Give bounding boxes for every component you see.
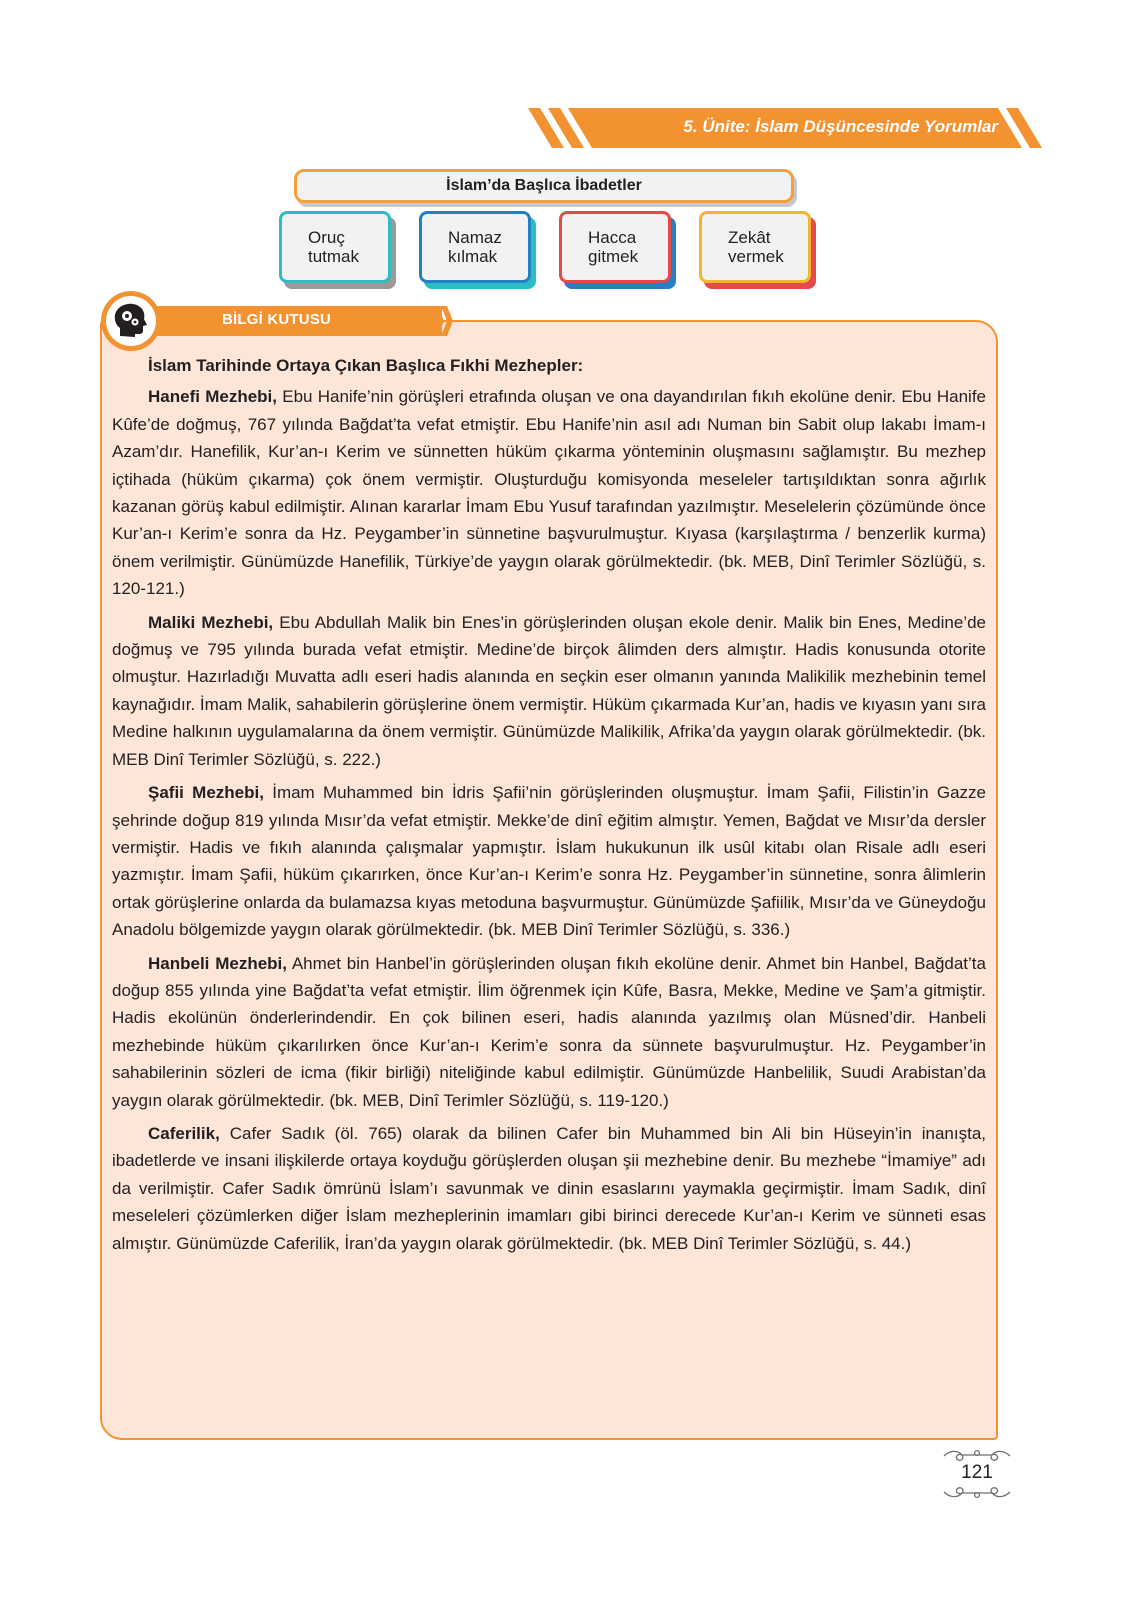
worship-card-line1: Namaz bbox=[448, 228, 502, 247]
worship-card-line1: Oruç bbox=[308, 228, 345, 247]
worship-card-line1: Zekât bbox=[728, 228, 771, 247]
section-hanefi bbox=[112, 383, 986, 602]
diagram-title: İslam’da Başlıca İbadetler bbox=[294, 169, 794, 203]
section-text: Ebu Hanife’nin görüşleri etrafında oluşan ve ona dayandırılan fıkıh ekolüne denir. Ebu Hanife Kûfe’de doğmuş, 767 yılında Bağdat’ta vefat etmiştir. Ebu Hanife’nin asıl adı Numan bin Sabit olup lakabı İmam-ı Azam’dır. Hanefilik, Kur’an-ı Kerim ve sünnetten hüküm çıkarma yönteminin oluşmasını sağlamıştır. Bu mezhep içtihada (hüküm çıkarma) çok önem vermiştir. Oluşturduğu komisyonda meseleler tartışıldıktan sonra ağırlık kazanan görüş kabul edilmiştir. Alınan kararlar İmam Ebu Yusuf tarafından yazılmıştır. Meselelerin çözümünde önce Kur’an-ı Kerim’e sonra da Hz. Peygamber’in sünnetine başvurulmuştur. Kıyasa (karşılaştırma / benzerlik kurma) önem verilmiştir. Günümüzde Hanefilik, Türkiye’de yaygın olarak görülmektedir. (bk. MEB, Dinî Terimler Sözlüğü, s. 120-121.) bbox=[112, 387, 986, 599]
worship-card-pilgrimage bbox=[559, 211, 671, 283]
page-number: 121 bbox=[961, 1462, 993, 1483]
info-heading: İslam Tarihinde Ortaya Çıkan Başlıca Fıkhi Mezhepler: bbox=[148, 356, 584, 375]
section-text: İmam Muhammed bin İdris Şafii’nin görüşlerinden oluşmuştur. İmam Şafii, Filistin’in Gazze şehrinde doğup 819 yılında Mısır’da vefat etmiştir. Mekke’de dinî eğitim almıştır. Yemen, Bağdat ve Mısır’da dersler vermiştir. Hadis ve fıkıh alanında çalışmalar yapmıştır. İslam hukukunun ilk usûl kitabı olan Risale adlı eseri yazmıştır. İmam Şafii, hüküm çıkarırken, önce Kur’an-ı Kerim’e sonra Hz. Peygamber’in sünnetine, sonra âlimlerin ortak görüşlerine onlarda da bulamazsa kıyas metoduna başvurmuştur. Günümüzde Şafiilik, Mısır’da ve Güneydoğu Anadolu bölgemizde yaygın olarak görülmektedir. (bk. MEB Dinî Terimler Sözlüğü, s. 336.) bbox=[112, 783, 986, 940]
worship-card-line2: kılmak bbox=[448, 247, 498, 266]
worship-card-line2: tutmak bbox=[308, 247, 360, 266]
unit-banner bbox=[528, 108, 1068, 148]
section-hanbeli bbox=[112, 950, 986, 1114]
head-gears-icon bbox=[100, 290, 162, 352]
worship-card-line2: vermek bbox=[728, 247, 784, 266]
section-term: Hanefi Mezhebi, bbox=[148, 387, 277, 407]
section-maliki bbox=[112, 609, 986, 773]
section-term: Caferilik, bbox=[148, 1123, 220, 1143]
section-text: Ebu Abdullah Malik bin Enes’in görüşlerinden oluşan ekole denir. Malik bin Enes, Medine’de doğmuş ve 795 yılında burada vefat etmiştir. Medine’de birçok âlimden ders almıştır. Hadis konusunda otorite olmuştur. Hazırladığı Muvatta adlı eseri hadis alanında en seçkin eser olmanın yanında Malikilik mezhebinin temel kaynağıdır. İmam Malik, sahabilerin görüşlerine önem vermiştir. Hüküm çıkarmada Kur’an, hadis ve kıyasın yanı sıra Medine halkının uygulamalarına da önem vermiştir. Günümüzde Malikilik, Afrika’da yaygın olarak görülmektedir. (bk. MEB Dinî Terimler Sözlüğü, s. 222.) bbox=[112, 612, 987, 769]
worship-card-zakat bbox=[699, 211, 811, 283]
worship-card-fasting bbox=[279, 211, 391, 283]
section-term: Maliki Mezhebi, bbox=[148, 612, 274, 632]
info-content bbox=[112, 352, 986, 1263]
info-tab-chevrons bbox=[432, 306, 462, 336]
worship-card-line1: Hacca bbox=[588, 228, 637, 247]
section-text: Cafer Sadık (öl. 765) olarak da bilinen Cafer bin Muhammed bin Ali bin Hüseyin’in inanışta, ibadetlerde ve insani ilişkilerde ortaya koyduğu görüşlerden oluşan şii mezhebine denir. Bu mezhebe “İmamiye” adı da verilmiştir. Cafer Sadık ömrünü İslam’ı savunmak ve dinin esaslarını yaymakla geçirmiştir. İmam Sadık, dinî meseleleri çözümlerken diğer İslam mezheplerinin imamları gibi birinci derecede Kur’an-ı Kerim ve sünneti esas almıştır. Günümüzde Caferilik, İran’da yaygın olarak görülmektedir. (bk. MEB Dinî Terimler Sözlüğü, s. 44.) bbox=[112, 1123, 986, 1253]
unit-title: 5. Ünite: İslam Düşüncesinde Yorumlar bbox=[683, 117, 998, 136]
section-term: Şafii Mezhebi, bbox=[148, 783, 264, 803]
page-number-block bbox=[940, 1448, 1014, 1500]
section-term: Hanbeli Mezhebi, bbox=[148, 953, 287, 973]
section-caferilik bbox=[112, 1120, 986, 1257]
section-safii bbox=[112, 779, 986, 943]
worship-card-prayer bbox=[419, 211, 531, 283]
section-text: Ahmet bin Hanbel’in görüşlerinden oluşan fıkıh ekolüne denir. Ahmet bin Hanbel, Bağdat’ta doğup 855 yılında yine Bağdat’ta vefat etmiştir. İlim öğrenmek için Kûfe, Basra, Mekke, Medine ve Şam’a gitmiştir. Hadis ekolünün önderlerindendir. En çok bilinen eseri, hadis alanında yazılmış olan Müsned’dir. Hanbeli mezhebinde hüküm çıkarılırken önce Kur’an-ı Kerim’e sonra da sünnete başvurulmuştur. Hz. Peygamber’in sahabilerinin sözleri de icma (fikir birliği) niteliğinde kabul edilmiştir. Günümüzde Hanbelilik, Suudi Arabistan’da yaygın olarak görülmektedir. (bk. MEB, Dinî Terimler Sözlüğü, s. 119-120.) bbox=[112, 953, 986, 1110]
worship-card-line2: gitmek bbox=[588, 247, 639, 266]
info-tab-label: BİLGİ KUTUSU bbox=[222, 311, 332, 328]
